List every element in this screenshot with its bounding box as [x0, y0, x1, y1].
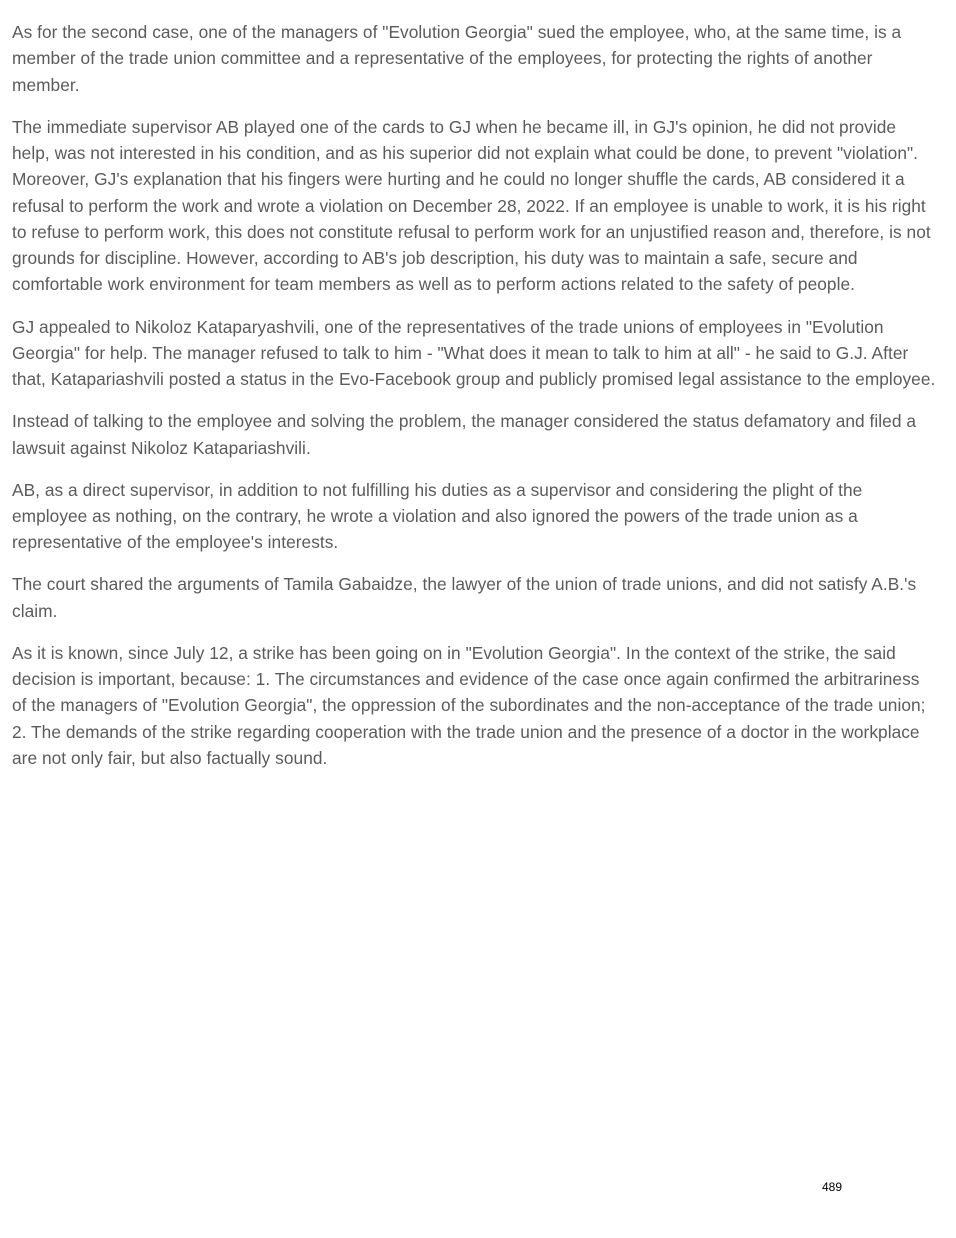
paragraph-supervisor-incident: The immediate supervisor AB played one of the cards to GJ when he became ill, in GJ's opinion, he did not provide help, was not interested in his condition, and as his superior did not explain what could be done, to prevent "violation". Moreover, GJ's explanation that his fingers were hurting and he could no longer shuffle the cards, AB considered it a refusal to perform the work and wrote a violation on December 28, 2022. If an employee is unable to work, it is his right to refuse to perform work, this does not constitute refusal to perform work for an unjustified reason and, therefore, is not grounds for discipline. However, according to AB's job description, his duty was to maintain a safe, secure and comfortable work environment for team members as well as to perform actions related to the safety of people.: [12, 116, 931, 295]
article-body: [12, 19, 936, 787]
paragraph-lawsuit: Instead of talking to the employee and solving the problem, the manager considered the status defamatory and filed a lawsuit against Nikoloz Katapariashvili.: [12, 411, 917, 458]
paragraph-second-case: As for the second case, one of the managers of "Evolution Georgia" sued the employee, who, at the same time, is a member of the trade union committee and a representative of the employees, for protecting the rights of another member.: [12, 22, 902, 95]
paragraph-strike-context: As it is known, since July 12, a strike has been going on in "Evolution Georgia". In the context of the strike, the said decision is important, because: 1. The circumstances and evidence of the case once again confirmed the arbitrariness of the managers of "Evolution Georgia", the oppression of the subordinates and the non-acceptance of the trade union; 2. The demands of the strike regarding cooperation with the trade union and the presence of a doctor in the workplace are not only fair, but also factually sound.: [12, 642, 926, 768]
paragraph-court-decision: The court shared the arguments of Tamila Gabaidze, the lawyer of the union of trade unions, and did not satisfy A.B.'s claim.: [12, 574, 917, 621]
page-number: 489: [821, 1180, 843, 1194]
paragraph-union-appeal: GJ appealed to Nikoloz Kataparyashvili, one of the representatives of the trade unions of employees in "Evolution Georgia" for help. The manager refused to talk to him - "What does it mean to talk to him at all" - he said to G.J. After that, Katapariashvili posted a status in the Evo-Facebook group and publicly promised legal assistance to the employee.: [12, 316, 936, 390]
paragraph-supervisor-duties: AB, as a direct supervisor, in addition to not fulfilling his duties as a supervisor and considering the plight of the employee as nothing, on the contrary, he wrote a violation and also ignored the powers of the trade union as a representative of the employee's interests.: [12, 479, 863, 553]
